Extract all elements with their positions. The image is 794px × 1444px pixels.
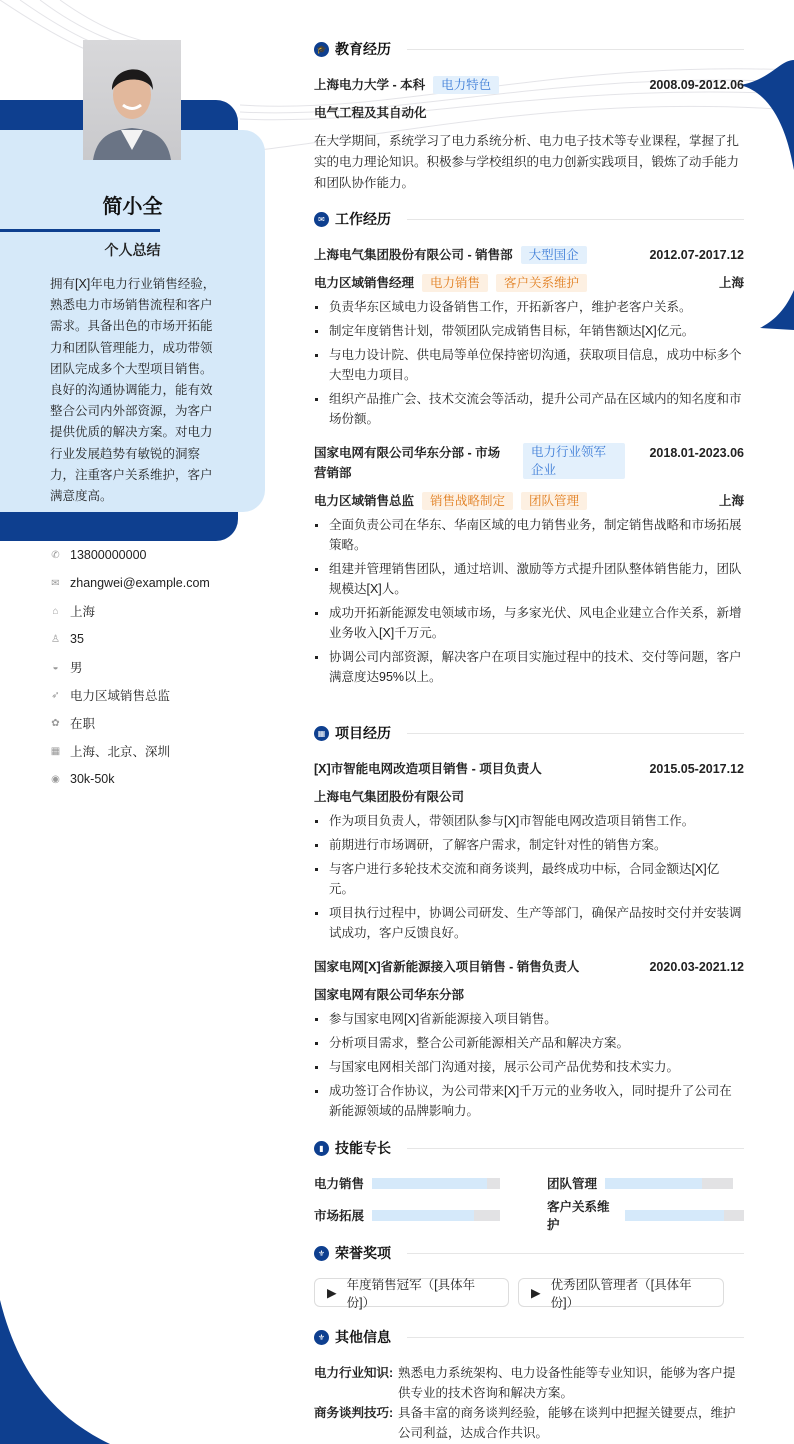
avatar: [83, 40, 181, 160]
divider: [407, 49, 744, 50]
bullet: 前期进行市场调研，了解客户需求，制定针对性的销售方案。: [314, 835, 744, 855]
award-item[interactable]: [518, 1277, 724, 1310]
play-icon: ▶: [531, 1286, 541, 1300]
project-name: 国家电网[X]省新能源接入项目销售 - 销售负责人: [314, 960, 580, 974]
bullet: 负责华东区域电力设备销售工作，开拓新客户，维护老客户关系。: [314, 297, 744, 317]
role: 电力区域销售总监: [314, 494, 415, 508]
job-entry: [314, 245, 744, 429]
briefcase-icon: ✉: [314, 212, 329, 227]
contact-salary: [50, 765, 210, 793]
contact-age: [50, 625, 210, 653]
project-name: [X]市智能电网改造项目销售 - 项目负责人: [314, 762, 542, 776]
date: 2020.03-2021.12: [649, 960, 744, 974]
contact-position: [50, 681, 210, 709]
date: 2012.07-2017.12: [649, 248, 744, 262]
skill-bar: [625, 1210, 744, 1221]
status-icon: ✿: [51, 717, 60, 729]
skill-name: 客户关系维护: [547, 1200, 610, 1232]
home-icon: ⌂: [52, 605, 59, 617]
other-item: [314, 1403, 744, 1443]
bar-chart-icon: ▮: [314, 1141, 329, 1156]
major: 电气工程及其自动化: [314, 106, 427, 120]
contact-text: 在职: [70, 717, 96, 731]
bullet: 与客户进行多轮技术交流和商务谈判，最终成功中标，合同金额达[X]亿元。: [314, 859, 744, 899]
send-icon: ➶: [51, 689, 60, 701]
skill-bar-fill: [605, 1178, 702, 1189]
work-section: [314, 209, 744, 687]
skill-bar-fill: [372, 1178, 487, 1189]
company: 国家电网有限公司华东分部 - 市场营销部: [314, 446, 501, 480]
skill-name: 市场拓展: [314, 1209, 365, 1223]
contact-cities: [50, 737, 210, 765]
tag: 电力销售: [422, 274, 488, 292]
school-name: 上海电力大学 - 本科: [314, 78, 426, 92]
candidate-name: 简小全: [102, 196, 163, 218]
contact-email: [50, 569, 210, 597]
salary-icon: ◉: [51, 773, 60, 785]
bullet: 成功签订合作协议，为公司带来[X]千万元的业务收入，同时提升了公司在新能源领域的品牌影响力。: [314, 1081, 744, 1121]
bullet: 全面负责公司在华东、华南区域的电力销售业务，制定销售战略和市场拓展策略。: [314, 515, 744, 555]
date: 2008.09-2012.06: [649, 78, 744, 92]
bullet: 项目执行过程中，协调公司研发、生产等部门，确保产品按时交付并安装调试成功，客户反馈良好。: [314, 903, 744, 943]
contact-gender: [50, 653, 210, 681]
contact-text: zhangwei@example.com: [70, 576, 210, 590]
projects-section: [314, 723, 744, 1121]
role: 电力区域销售经理: [314, 276, 415, 290]
contact-text: 上海: [70, 605, 96, 619]
bullet: 分析项目需求，整合公司新能源相关产品和解决方案。: [314, 1033, 744, 1053]
other-section: [314, 1327, 744, 1443]
bullet: 与电力设计院、供电局等单位保持密切沟通，获取项目信息，成功中标多个大型电力项目。: [314, 345, 744, 385]
divider: [407, 1337, 744, 1338]
section-title: 项目经历: [335, 725, 391, 741]
tag: 团队管理: [521, 492, 587, 510]
bullet: 组建并管理销售团队，通过培训、激励等方式提升团队整体销售能力，团队规模达[X]人。: [314, 559, 744, 599]
bullet: 制定年度销售计划，带领团队完成销售目标，年销售额达[X]亿元。: [314, 321, 744, 341]
date: 2018.01-2023.06: [649, 446, 744, 460]
other-text: 具备丰富的商务谈判经验，能够在谈判中把握关键要点，维护公司利益，达成合作共识。: [398, 1406, 736, 1440]
project-entry: [314, 759, 744, 943]
skill-bar: [372, 1210, 500, 1221]
tag: 电力特色: [433, 76, 499, 94]
date: 2015.05-2017.12: [649, 762, 744, 776]
play-icon: ▶: [327, 1286, 337, 1300]
award-icon: ⚜: [314, 1246, 329, 1261]
tag: 大型国企: [521, 246, 587, 264]
gender-icon: ◒: [52, 661, 59, 673]
summary-title: 个人总结: [104, 242, 161, 258]
divider: [407, 733, 744, 734]
award-item[interactable]: [314, 1277, 509, 1310]
section-title: 教育经历: [335, 41, 391, 57]
project-entry: [314, 957, 744, 1121]
award-text: 年度销售冠军（[具体年份]）: [346, 1277, 476, 1310]
city: 上海: [718, 494, 744, 508]
bullet: 作为项目负责人，带领团队参与[X]市智能电网改造项目销售工作。: [314, 811, 744, 831]
bullet: 与国家电网相关部门沟通对接，展示公司产品优势和技术实力。: [314, 1057, 744, 1077]
skill-item: [547, 1174, 744, 1192]
skills-section: [314, 1138, 744, 1232]
bullet: 组织产品推广会、技术交流会等活动，提升公司产品在区域内的知名度和市场份额。: [314, 389, 744, 429]
contact-phone: [50, 541, 210, 569]
summary-text: 拥有[X]年电力行业销售经验，熟悉电力市场销售流程和客户需求。具备出色的市场开拓能力和团队管理能力，成功带领团队完成多个大型项目销售。良好的沟通协调能力，能有效整合公司内外部资源，为客户提供优质的解决方案。对电力行业发展趋势有敏锐的洞察力，注重客户关系维护，客户满意度高。: [50, 277, 216, 504]
city: 上海: [718, 276, 744, 290]
section-title: 其他信息: [335, 1329, 391, 1345]
grid-icon: ▦: [314, 726, 329, 741]
divider: [407, 219, 744, 220]
tag: 客户关系维护: [496, 274, 587, 292]
skill-item: [314, 1174, 511, 1192]
divider: [0, 229, 160, 232]
mail-icon: ✉: [51, 577, 60, 589]
company: 国家电网有限公司华东分部: [314, 988, 465, 1002]
skill-item: [314, 1206, 511, 1224]
contact-list: [50, 541, 210, 793]
contact-text: 上海、北京、深圳: [70, 745, 171, 759]
award-text: 优秀团队管理者（[具体年份]）: [550, 1277, 692, 1310]
divider: [407, 1253, 744, 1254]
contact-location: [50, 597, 210, 625]
tag: 销售战略制定: [422, 492, 513, 510]
education-section: [314, 39, 744, 194]
graduation-cap-icon: 🎓: [314, 42, 329, 57]
building-icon: ▦: [50, 745, 61, 757]
section-title: 工作经历: [335, 211, 391, 227]
contact-text: 35: [70, 632, 84, 646]
job-entry: [314, 443, 744, 687]
tag: 电力行业领军企业: [523, 443, 625, 479]
skill-bar-fill: [372, 1210, 474, 1221]
skill-item: [547, 1200, 744, 1232]
contact-text: 男: [70, 661, 83, 675]
contact-status: [50, 709, 210, 737]
education-desc: 在大学期间，系统学习了电力系统分析、电力电子技术等专业课程，掌握了扎实的电力理论知识。积极参与学校组织的电力创新实践项目，锻炼了动手能力和团队协作能力。: [314, 134, 740, 190]
bullet: 协调公司内部资源，解决客户在项目实施过程中的技术、交付等问题，客户满意度达95%以上。: [314, 647, 744, 687]
age-icon: ♙: [51, 633, 60, 645]
info-icon: ⚜: [314, 1330, 329, 1345]
section-title: 荣誉奖项: [335, 1245, 391, 1261]
other-label: 商务谈判技巧:: [314, 1406, 394, 1420]
phone-icon: ✆: [51, 549, 60, 561]
company: 上海电气集团股份有限公司: [314, 790, 465, 804]
other-label: 电力行业知识:: [314, 1366, 394, 1380]
section-title: 技能专长: [335, 1140, 391, 1156]
divider: [407, 1148, 744, 1149]
skill-bar: [605, 1178, 733, 1189]
contact-text: 30k-50k: [70, 772, 115, 786]
contact-text: 13800000000: [70, 548, 147, 562]
awards-section: [314, 1243, 744, 1310]
other-item: [314, 1363, 744, 1403]
skill-name: 团队管理: [547, 1177, 598, 1191]
other-text: 熟悉电力系统架构、电力设备性能等专业知识，能够为客户提供专业的技术咨询和解决方案。: [398, 1366, 736, 1400]
skill-bar: [372, 1178, 500, 1189]
skill-name: 电力销售: [314, 1177, 365, 1191]
company: 上海电气集团股份有限公司 - 销售部: [314, 248, 513, 262]
skill-bar-fill: [625, 1210, 724, 1221]
bullet: 参与国家电网[X]省新能源接入项目销售。: [314, 1009, 744, 1029]
bullet: 成功开拓新能源发电领域市场，与多家光伏、风电企业建立合作关系，新增业务收入[X]千万元。: [314, 603, 744, 643]
contact-text: 电力区域销售总监: [70, 689, 171, 703]
